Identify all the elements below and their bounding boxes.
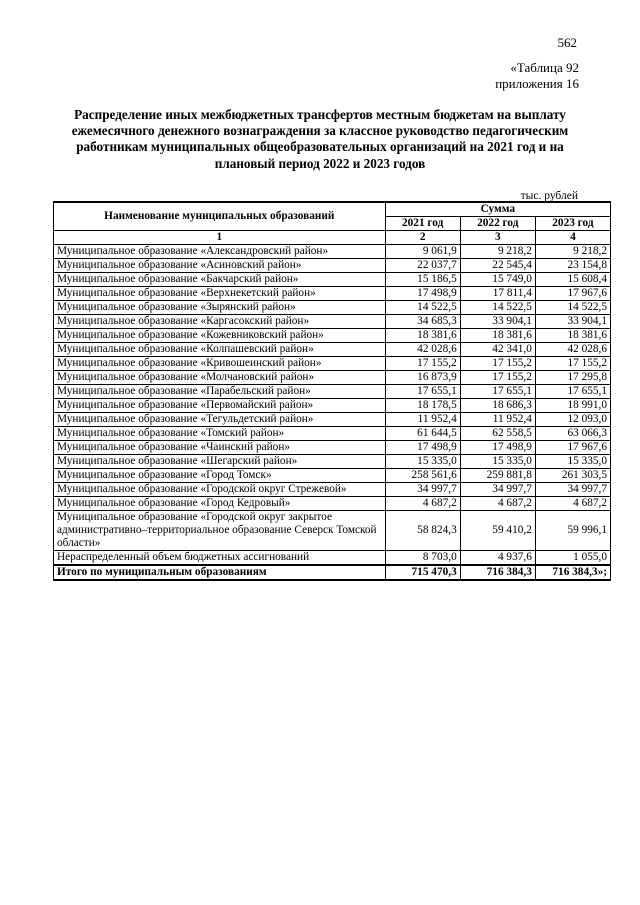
municipality-name: Муниципальное образование «Зырянский район»: [54, 301, 386, 315]
municipality-name: Муниципальное образование «Асиновский район»: [54, 259, 386, 273]
value-2021: 4 687,2: [385, 497, 460, 511]
value-2021: 58 824,3: [385, 511, 460, 551]
value-2023: 1 055,0: [535, 551, 610, 566]
municipality-name: Муниципальное образование «Верхнекетский район»: [54, 287, 386, 301]
municipality-name: Муниципальное образование «Городской округ закрытое административно–территориальное образование Северск Томской области»: [54, 511, 386, 551]
total-2023: 716 384,3»;: [535, 565, 610, 580]
units-label: тыс. рублей: [520, 190, 578, 202]
value-2023: 15 335,0: [535, 455, 610, 469]
value-2021: 9 061,9: [385, 245, 460, 259]
municipality-name: Муниципальное образование «Молчановский район»: [54, 371, 386, 385]
municipality-name: Муниципальное образование «Александровский район»: [54, 245, 386, 259]
value-2022: 4 937,6: [460, 551, 535, 566]
value-2022: 11 952,4: [460, 413, 535, 427]
value-2023: 18 381,6: [535, 329, 610, 343]
value-2023: 17 967,6: [535, 441, 610, 455]
appendix-name: приложения 16: [495, 76, 579, 91]
value-2021: 16 873,9: [385, 371, 460, 385]
column-index: 4: [535, 231, 610, 245]
municipality-name: Муниципальное образование «Город Кедровый»: [54, 497, 386, 511]
table-row: [54, 273, 611, 287]
header-year-2022: 2022 год: [460, 217, 535, 231]
table-row: [54, 385, 611, 399]
total-2022: 716 384,3: [460, 565, 535, 580]
column-index: 2: [385, 231, 460, 245]
value-2023: 18 991,0: [535, 399, 610, 413]
value-2023: 14 522,5: [535, 301, 610, 315]
value-2022: 17 498,9: [460, 441, 535, 455]
value-2022: 62 558,5: [460, 427, 535, 441]
column-index-row: [54, 231, 611, 245]
column-index: 3: [460, 231, 535, 245]
page-number: 562: [557, 35, 577, 50]
value-2021: 18 381,6: [385, 329, 460, 343]
value-2023: 17 155,2: [535, 357, 610, 371]
municipality-name: Муниципальное образование «Шегарский район»: [54, 455, 386, 469]
value-2023: 17 967,6: [535, 287, 610, 301]
value-2022: 33 904,1: [460, 315, 535, 329]
value-2021: 8 703,0: [385, 551, 460, 566]
table-row: [54, 287, 611, 301]
appendix-table-number: «Таблица 92: [510, 60, 579, 75]
table-row: [54, 483, 611, 497]
header-year-2021: 2021 год: [385, 217, 460, 231]
value-2021: 22 037,7: [385, 259, 460, 273]
value-2021: 61 644,5: [385, 427, 460, 441]
value-2022: 18 686,3: [460, 399, 535, 413]
municipality-name: Муниципальное образование «Кривошеинский район»: [54, 357, 386, 371]
total-row: [54, 565, 611, 580]
value-2021: 17 655,1: [385, 385, 460, 399]
value-2021: 17 155,2: [385, 357, 460, 371]
value-2022: 17 155,2: [460, 371, 535, 385]
municipality-name: Муниципальное образование «Парабельский район»: [54, 385, 386, 399]
value-2022: 42 341,0: [460, 343, 535, 357]
value-2023: 12 093,0: [535, 413, 610, 427]
municipality-name: Муниципальное образование «Кожевниковский район»: [54, 329, 386, 343]
value-2022: 17 655,1: [460, 385, 535, 399]
header-name: Наименование муниципальных образований: [54, 202, 386, 231]
table-row: [54, 315, 611, 329]
value-2021: 42 028,6: [385, 343, 460, 357]
total-label: Итого по муниципальным образованиям: [54, 565, 386, 580]
table-row: [54, 357, 611, 371]
value-2023: 59 996,1: [535, 511, 610, 551]
value-2021: 15 335,0: [385, 455, 460, 469]
appendix-reference: [495, 60, 579, 92]
header-sum: Сумма: [385, 202, 610, 217]
document-title: Распределение иных межбюджетных трансфертов местным бюджетам на выплату ежемесячного денежного вознаграждения за классное руководство педагогическим работникам муниципальных общеобразовательных организаций на 2021 год и на плановый период 2022 и 2023 годов: [71, 107, 569, 171]
value-2021: 258 561,6: [385, 469, 460, 483]
municipality-name: Муниципальное образование «Томский район»: [54, 427, 386, 441]
value-2023: 33 904,1: [535, 315, 610, 329]
table-header-row: [54, 202, 611, 217]
value-2022: 15 335,0: [460, 455, 535, 469]
value-2023: 34 997,7: [535, 483, 610, 497]
header-year-2023: 2023 год: [535, 217, 610, 231]
value-2021: 34 997,7: [385, 483, 460, 497]
table-row: [54, 245, 611, 259]
value-2022: 15 749,0: [460, 273, 535, 287]
value-2022: 18 381,6: [460, 329, 535, 343]
value-2022: 22 545,4: [460, 259, 535, 273]
table-row: [54, 413, 611, 427]
table-row: [54, 427, 611, 441]
table-row: [54, 371, 611, 385]
table-row: [54, 301, 611, 315]
value-2021: 11 952,4: [385, 413, 460, 427]
value-2023: 17 655,1: [535, 385, 610, 399]
value-2023: 15 608,4: [535, 273, 610, 287]
municipality-name: Муниципальное образование «Каргасокский район»: [54, 315, 386, 329]
value-2023: 17 295,8: [535, 371, 610, 385]
table-row: [54, 399, 611, 413]
municipality-name: Муниципальное образование «Тегульдетский район»: [54, 413, 386, 427]
municipality-name: Муниципальное образование «Городской округ Стрежевой»: [54, 483, 386, 497]
value-2021: 18 178,5: [385, 399, 460, 413]
table-row: [54, 329, 611, 343]
municipality-name: Нераспределенный объем бюджетных ассигнований: [54, 551, 386, 566]
value-2021: 17 498,9: [385, 287, 460, 301]
table-row: [54, 497, 611, 511]
value-2022: 17 155,2: [460, 357, 535, 371]
table-row: [54, 551, 611, 566]
municipality-name: Муниципальное образование «Город Томск»: [54, 469, 386, 483]
value-2022: 14 522,5: [460, 301, 535, 315]
table-row: [54, 511, 611, 551]
municipality-name: Муниципальное образование «Колпашевский район»: [54, 343, 386, 357]
table-row: [54, 259, 611, 273]
table-row: [54, 455, 611, 469]
value-2023: 9 218,2: [535, 245, 610, 259]
value-2021: 17 498,9: [385, 441, 460, 455]
value-2021: 34 685,3: [385, 315, 460, 329]
value-2023: 4 687,2: [535, 497, 610, 511]
table-row: [54, 469, 611, 483]
municipality-name: Муниципальное образование «Чаинский район»: [54, 441, 386, 455]
table-row: [54, 441, 611, 455]
total-2021: 715 470,3: [385, 565, 460, 580]
value-2021: 15 186,5: [385, 273, 460, 287]
value-2023: 63 066,3: [535, 427, 610, 441]
municipality-name: Муниципальное образование «Бакчарский район»: [54, 273, 386, 287]
value-2022: 9 218,2: [460, 245, 535, 259]
municipality-name: Муниципальное образование «Первомайский район»: [54, 399, 386, 413]
value-2023: 23 154,8: [535, 259, 610, 273]
table-row: [54, 343, 611, 357]
value-2023: 42 028,6: [535, 343, 610, 357]
value-2023: 261 303,5: [535, 469, 610, 483]
value-2022: 4 687,2: [460, 497, 535, 511]
value-2022: 259 881,8: [460, 469, 535, 483]
value-2022: 59 410,2: [460, 511, 535, 551]
value-2022: 34 997,7: [460, 483, 535, 497]
transfers-table: [53, 201, 611, 581]
column-index: 1: [54, 231, 386, 245]
value-2022: 17 811,4: [460, 287, 535, 301]
value-2021: 14 522,5: [385, 301, 460, 315]
